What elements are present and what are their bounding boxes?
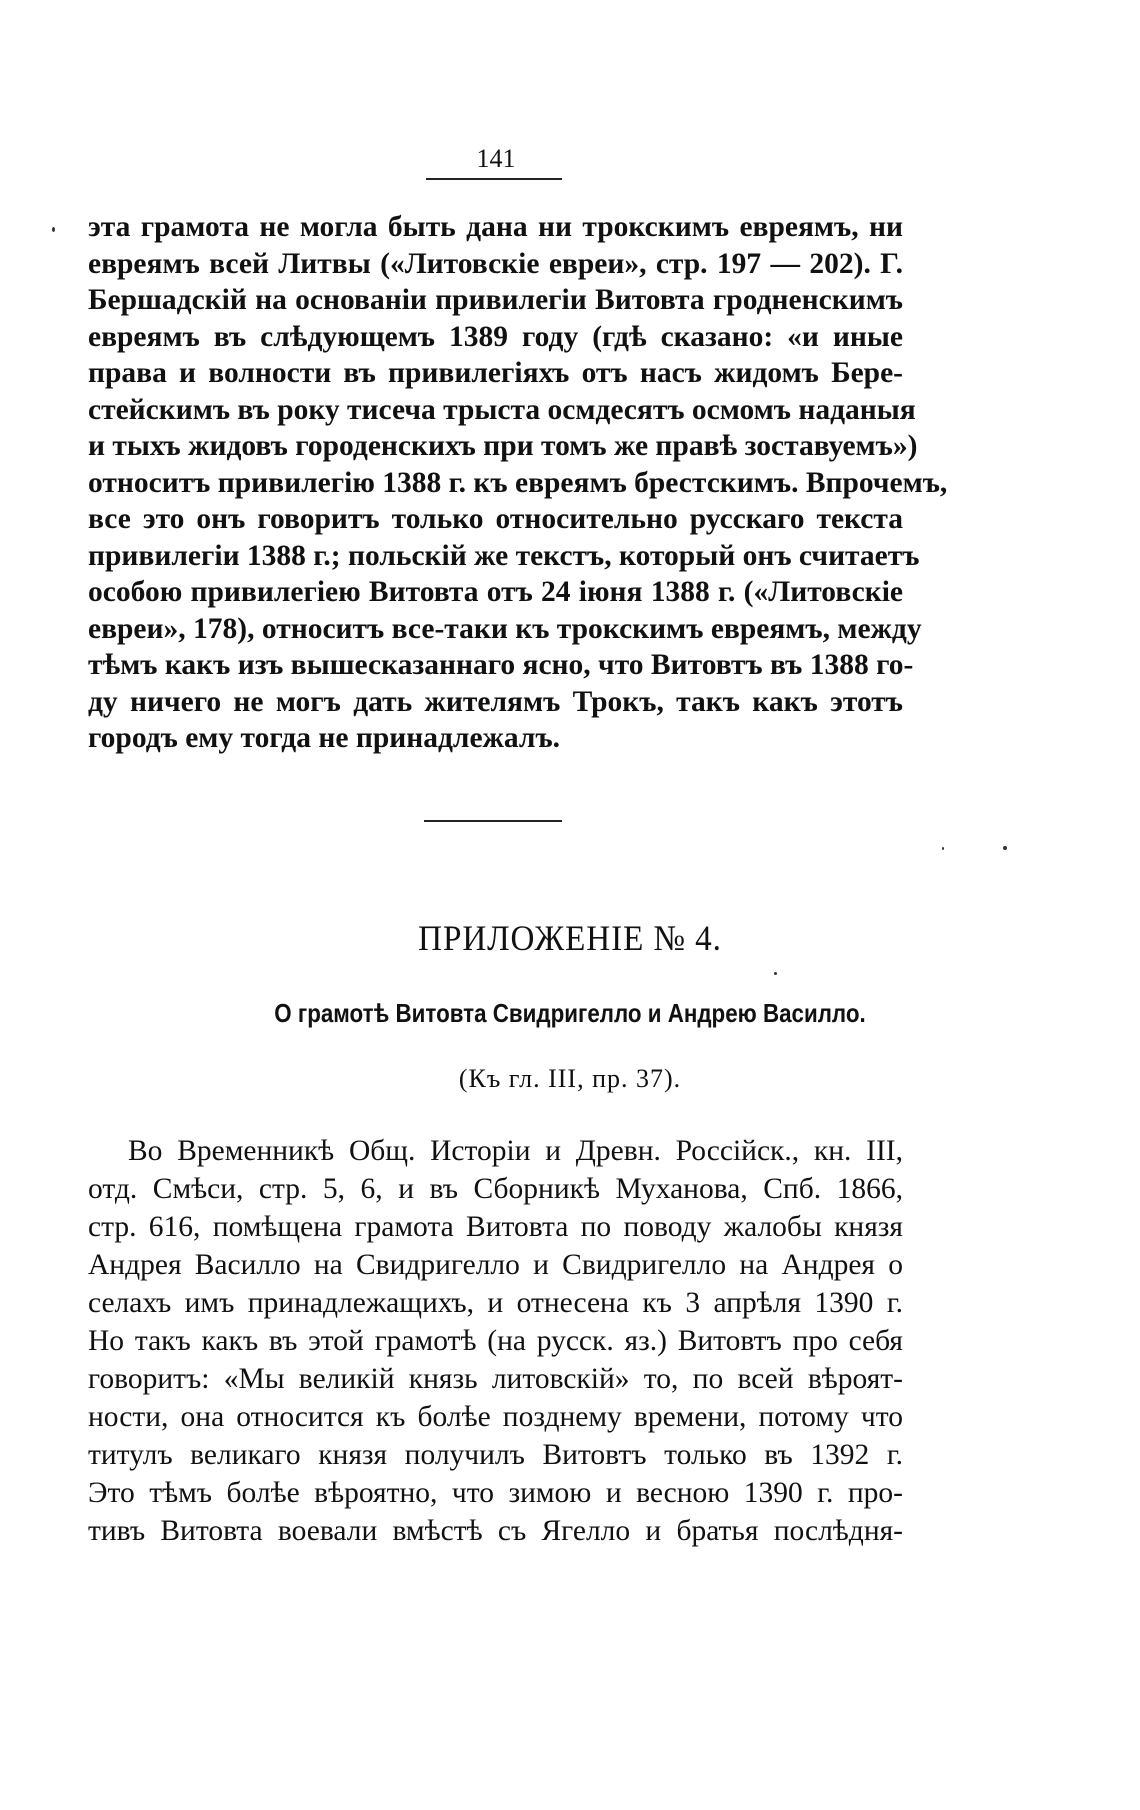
text-line: Во Временникѣ Общ. Исторіи и Древн. Россійск., кн. III, bbox=[128, 1135, 903, 1167]
text-line: и тыхъ жидовъ городенскихъ при томъ же правѣ зоставуемъ») bbox=[88, 430, 918, 462]
text-line: Это тѣмъ болѣе вѣроятно, что зимою и весною 1390 г. про- bbox=[88, 1477, 903, 1509]
text-line: городъ ему тогда не принадлежалъ. bbox=[88, 722, 561, 754]
text-line: эта грамота не могла быть дана ни трокскимъ евреямъ, ни bbox=[88, 211, 903, 243]
text-line: привилегіи 1388 г.; польскій же текстъ, который онъ считаетъ bbox=[88, 539, 920, 572]
text-line: стейскимъ въ року тисеча трыста осмдесятъ осмомъ наданыя bbox=[88, 393, 916, 426]
section-divider bbox=[424, 820, 562, 822]
text-line: говоритъ: «Мы великій князь литовскій» то, по всей вѣроят- bbox=[88, 1363, 903, 1395]
text-line: евреямъ всей Литвы («Литовскіе евреи», стр. 197 — 202). Г. bbox=[88, 247, 903, 280]
text-line: особою привилегіею Витовта отъ 24 іюня 1388 г. («Литовскіе bbox=[88, 576, 903, 608]
page-number-rule bbox=[426, 178, 562, 180]
page-number: 141 bbox=[476, 144, 516, 173]
text-line: тивъ Витовта воевали вмѣстѣ съ Ягелло и братья послѣдня- bbox=[88, 1515, 903, 1547]
text-line: Бершадскій на основаніи привилегіи Витовта гродненскимъ bbox=[88, 284, 903, 316]
print-speck bbox=[942, 847, 944, 850]
text-line: тѣмъ какъ изъ вышесказаннаго ясно, что Витовтъ въ 1388 го- bbox=[88, 649, 914, 681]
text-line: права и волности въ привилегіяхъ отъ насъ жидомъ Бере- bbox=[88, 357, 903, 389]
text-line: евреи», 178), относитъ все-таки къ трокскимъ евреямъ, между bbox=[88, 612, 922, 645]
text-line: титулъ великаго князя получилъ Витовтъ только въ 1392 г. bbox=[88, 1439, 903, 1471]
text-line: селахъ имъ принадлежащихъ, и отнесена къ 3 апрѣля 1390 г. bbox=[88, 1287, 903, 1319]
text-line: Но такъ какъ въ этой грамотѣ (на русск. яз.) Витовтъ про себя bbox=[88, 1325, 903, 1357]
text-line: отд. Смѣси, стр. 5, 6, и въ Сборникѣ Муханова, Спб. 1866, bbox=[88, 1173, 903, 1205]
print-speck bbox=[1003, 846, 1007, 850]
text-line: все это онъ говоритъ только относительно русскаго текста bbox=[88, 503, 903, 535]
text-line: стр. 616, помѣщена грамота Витовта по поводу жалобы князя bbox=[88, 1211, 903, 1243]
text-line: относитъ привилегію 1388 г. къ евреямъ брестскимъ. Впрочемъ, bbox=[88, 466, 948, 499]
text-line: ду ничего не могъ дать жителямъ Трокъ, такъ какъ этотъ bbox=[88, 685, 903, 718]
text-line: ности, она относится къ болѣе позднему времени, потому что bbox=[88, 1401, 903, 1433]
continued-paragraph bbox=[88, 209, 948, 757]
appendix-title: ПРИЛОЖЕНІЕ № 4. bbox=[418, 918, 722, 958]
appendix-subtitle: О грамотѣ Витовта Свидригелло и Андрею Василло. bbox=[274, 998, 866, 1028]
print-speck bbox=[52, 227, 55, 232]
print-speck bbox=[774, 972, 777, 975]
appendix-reference: (Къ гл. III, пр. 37). bbox=[458, 1064, 682, 1093]
appendix-paragraph bbox=[88, 1132, 903, 1550]
text-line: Андрея Василло на Свидригелло и Свидригелло на Андрея о bbox=[88, 1249, 903, 1281]
text-line: евреямъ въ слѣдующемъ 1389 году (гдѣ сказано: «и иные bbox=[88, 320, 903, 353]
